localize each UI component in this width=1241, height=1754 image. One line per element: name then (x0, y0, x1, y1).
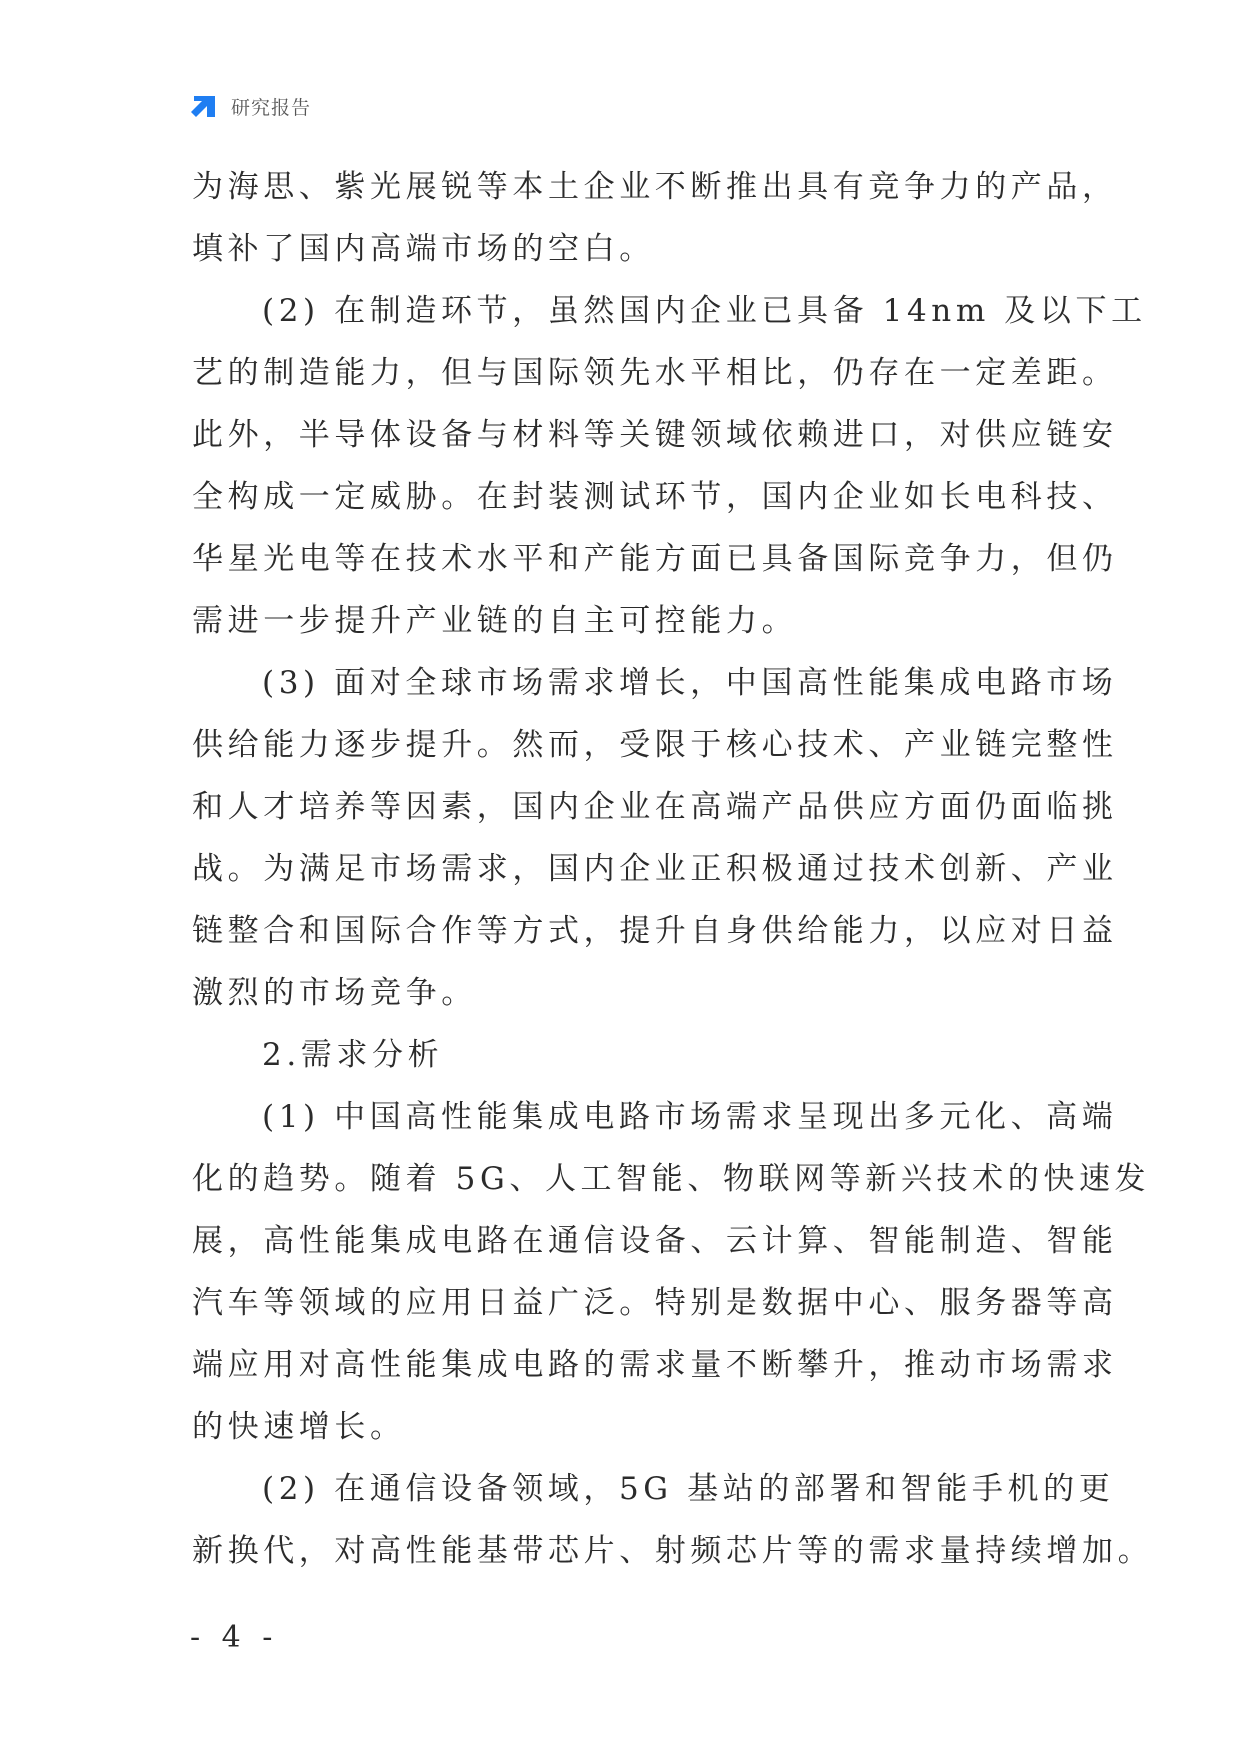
text-line: 链整合和国际合作等方式，提升自身供给能力，以应对日益 (192, 913, 1118, 949)
paragraph-communication (192, 1458, 1154, 1582)
text-line: 全构成一定威胁。在封装测试环节，国内企业如长电科技、 (192, 479, 1118, 515)
arrow-logo-icon (188, 90, 221, 123)
text-line: 为海思、紫光展锐等本土企业不断推出具有竞争力的产品， (192, 169, 1118, 205)
brand-label: 研究报告 (231, 96, 312, 119)
section-heading (192, 1024, 1072, 1086)
document-body (192, 156, 1154, 1582)
text-line: (2) 在通信设备领域，5G 基站的部署和智能手机的更 (262, 1471, 1115, 1507)
text-line: (3) 面对全球市场需求增长，中国高性能集成电路市场 (262, 665, 1118, 701)
text-line: 端应用对高性能集成电路的需求量不断攀升，推动市场需求 (192, 1347, 1118, 1383)
paragraph-manufacturing (192, 280, 1147, 652)
text-line: 展，高性能集成电路在通信设备、云计算、智能制造、智能 (192, 1223, 1118, 1259)
text-line: (2) 在制造环节，虽然国内企业已具备 14nm 及以下工 (262, 293, 1147, 329)
text-line: 此外，半导体设备与材料等关键领域依赖进口，对供应链安 (192, 417, 1118, 453)
text-line: 新换代，对高性能基带芯片、射频芯片等的需求量持续增加。 (192, 1533, 1154, 1569)
page-number: - 4 - (190, 1620, 279, 1655)
paragraph-continuation (192, 156, 1118, 280)
text-line: 填补了国内高端市场的空白。 (192, 231, 655, 267)
paragraph-demand-trend (192, 1086, 1151, 1458)
text-line: 战。为满足市场需求，国内企业正积极通过技术创新、产业 (192, 851, 1118, 887)
text-line: 供给能力逐步提升。然而，受限于核心技术、产业链完整性 (192, 727, 1118, 763)
text-line: 的快速增长。 (192, 1409, 406, 1445)
heading-demand-analysis: 2.需求分析 (262, 1037, 444, 1073)
text-line: 和人才培养等因素，国内企业在高端产品供应方面仍面临挑 (192, 789, 1118, 825)
text-line: 激烈的市场竞争。 (192, 975, 477, 1011)
text-line: 汽车等领域的应用日益广泛。特别是数据中心、服务器等高 (192, 1285, 1118, 1321)
text-line: 需进一步提升产业链的自主可控能力。 (192, 603, 798, 639)
text-line: (1) 中国高性能集成电路市场需求呈现出多元化、高端 (262, 1099, 1118, 1135)
paragraph-supply (192, 652, 1118, 1024)
text-line: 化的趋势。随着 5G、人工智能、物联网等新兴技术的快速发 (192, 1161, 1151, 1197)
text-line: 华星光电等在技术水平和产能方面已具备国际竞争力，但仍 (192, 541, 1118, 577)
report-header (188, 88, 311, 124)
text-line: 艺的制造能力，但与国际领先水平相比，仍存在一定差距。 (192, 355, 1118, 391)
